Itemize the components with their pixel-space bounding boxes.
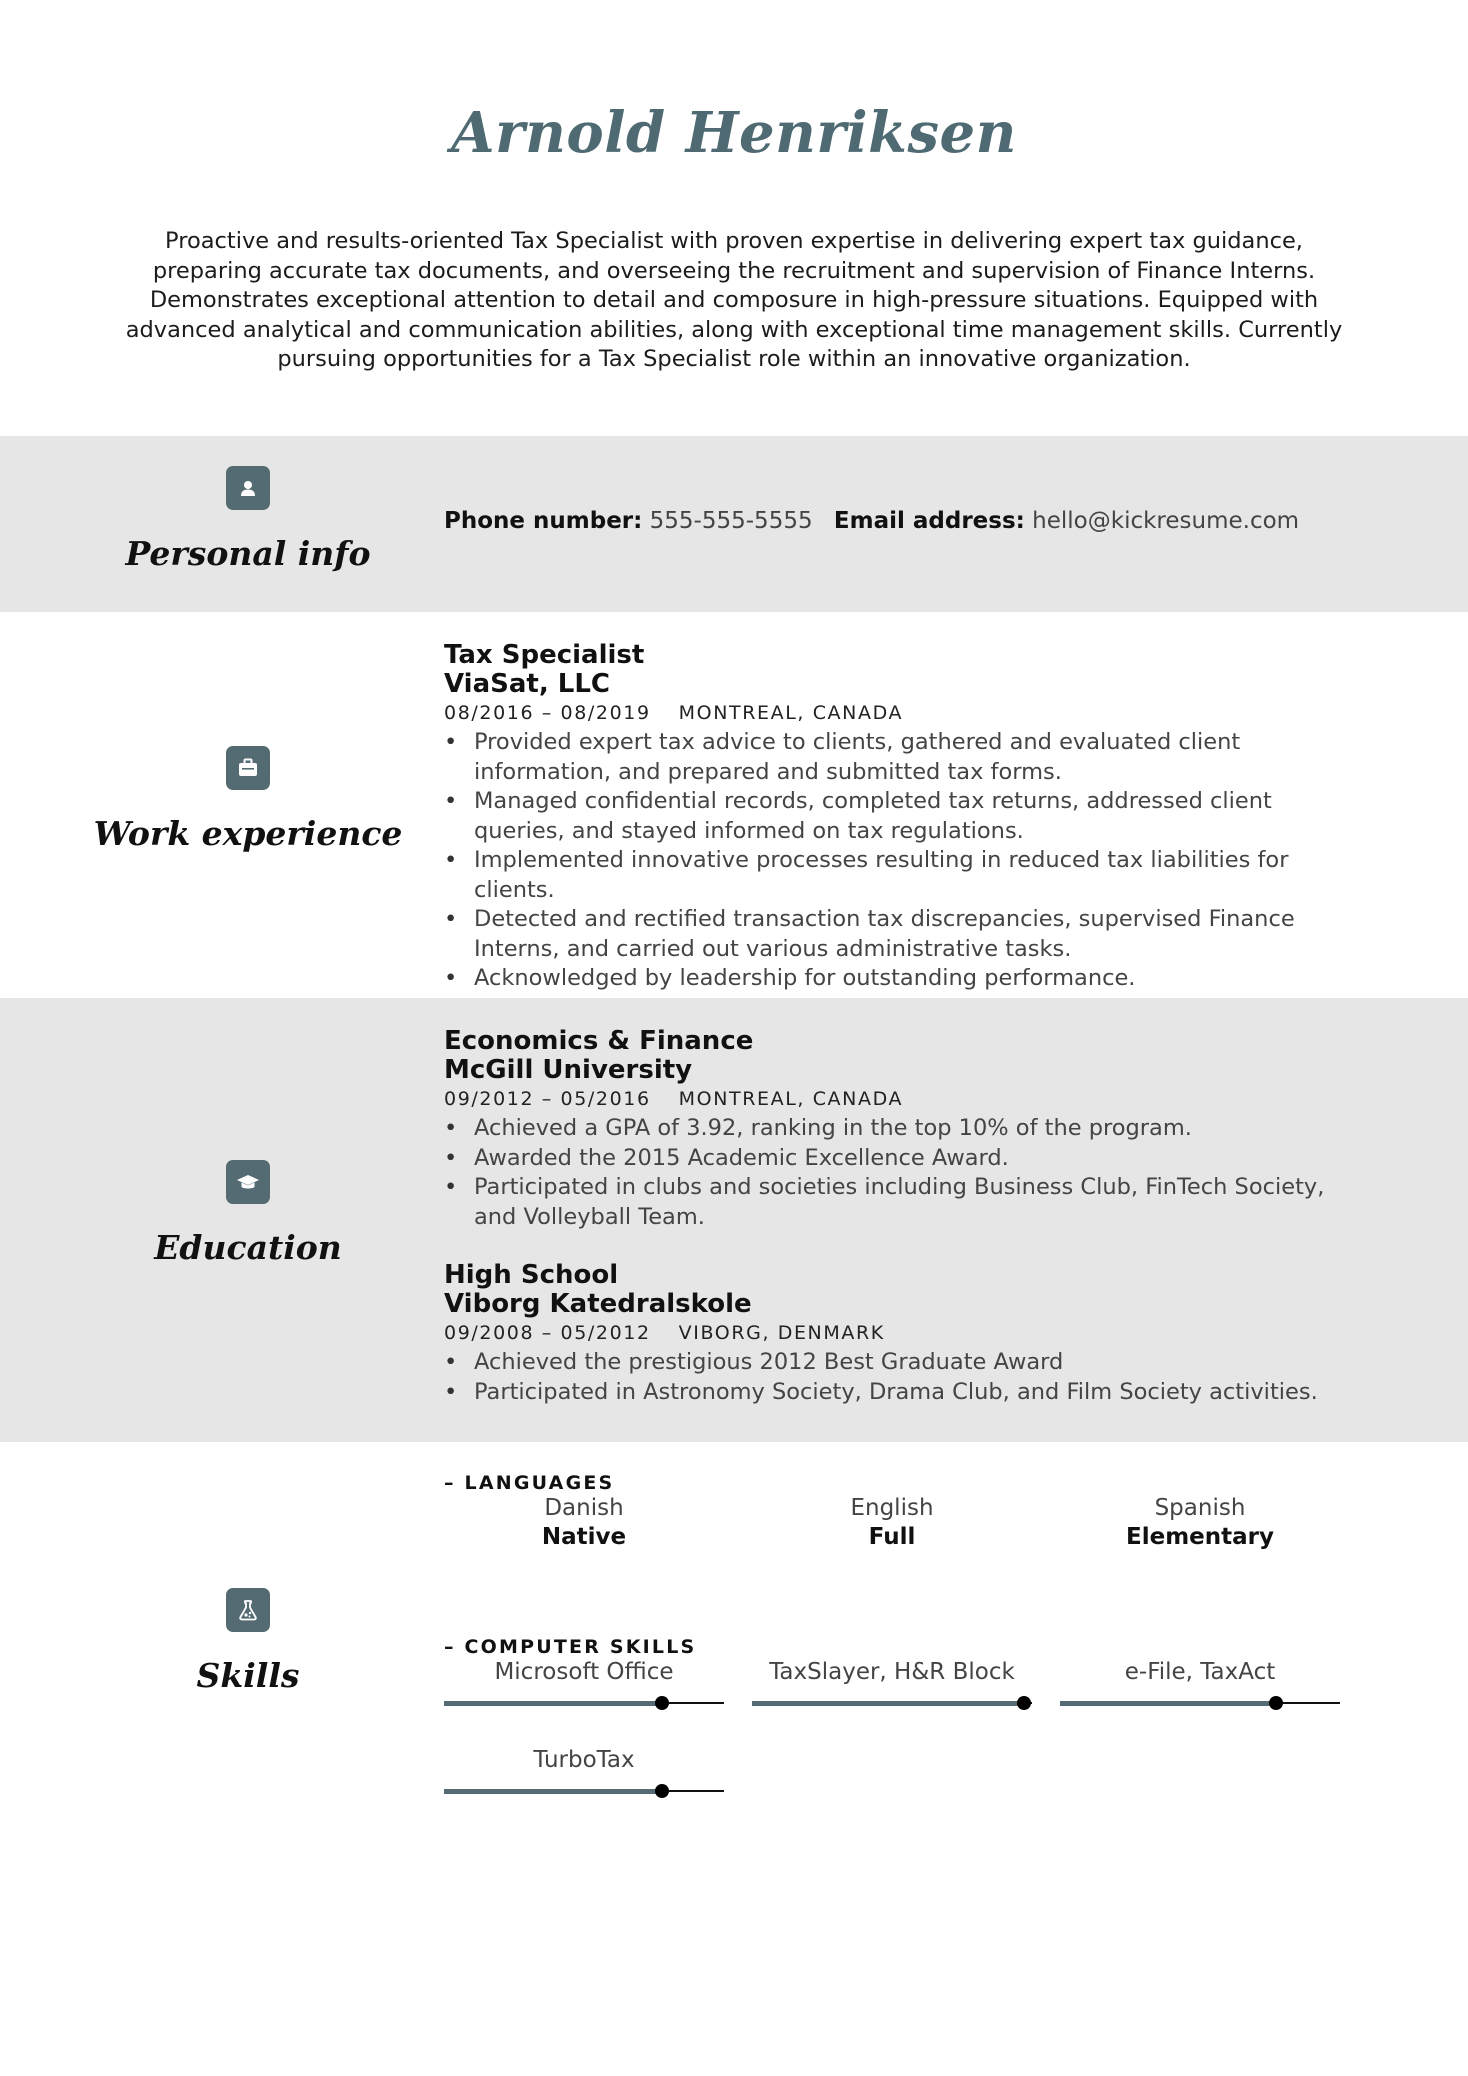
list-item: • Provided expert tax advice to clients, gathered and evaluated client information, and prepared and submitted tax forms. — [444, 728, 1364, 787]
list-item: • Acknowledged by leadership for outstanding performance. — [444, 964, 1364, 994]
language-item — [444, 1494, 724, 1552]
graduation-cap-icon — [226, 1160, 270, 1204]
language-level: Full — [868, 1524, 916, 1550]
skills-label — [0, 1588, 496, 1695]
section-title: Education — [154, 1228, 342, 1267]
skill-name: Microsoft Office — [494, 1659, 674, 1685]
computer-skills-grid — [444, 1658, 1364, 1858]
skill-level-handle — [1017, 1696, 1031, 1710]
email-value[interactable]: hello@kickresume.com — [1032, 508, 1300, 534]
degree-title: High School — [444, 1260, 619, 1290]
skill-level-bar — [752, 1695, 1032, 1711]
language-level: Native — [541, 1524, 627, 1550]
company-name: ViaSat, LLC — [444, 669, 610, 699]
bullet-list — [444, 728, 1364, 994]
section-title: Work experience — [93, 814, 403, 853]
phone-value[interactable]: 555-555-5555 — [649, 508, 813, 534]
work-experience-section — [0, 612, 1468, 998]
phone-label: Phone number: — [444, 508, 643, 534]
work-experience-label — [0, 746, 496, 853]
skill-item — [752, 1658, 1032, 1711]
personal-info-content — [444, 508, 1364, 534]
personal-info-section — [0, 436, 1468, 612]
email-label: Email address: — [833, 508, 1025, 534]
list-item: • Achieved the prestigious 2012 Best Graduate Award — [444, 1348, 1364, 1378]
skill-level-bar — [444, 1783, 724, 1799]
education-content — [444, 1027, 1364, 1407]
language-name: English — [850, 1495, 934, 1521]
briefcase-icon — [226, 746, 270, 790]
skill-name: TaxSlayer, H&R Block — [769, 1659, 1015, 1685]
skill-name: TurboTax — [533, 1747, 635, 1773]
education-label — [0, 1160, 496, 1267]
skill-level-handle — [1269, 1696, 1283, 1710]
school-name: McGill University — [444, 1055, 693, 1085]
entry-meta — [444, 1085, 1364, 1114]
list-item: • Implemented innovative processes resulting in reduced tax liabilities for clients. — [444, 846, 1364, 905]
bullet-list — [444, 1348, 1364, 1407]
entry-location: MONTREAL, CANADA — [678, 702, 904, 724]
language-level: Elementary — [1126, 1524, 1274, 1550]
section-title: Personal info — [125, 534, 371, 573]
entry-location: MONTREAL, CANADA — [678, 1088, 904, 1110]
entry-dates: 08/2016 – 08/2019 — [444, 702, 651, 724]
contact-line — [444, 508, 1364, 534]
skill-level-bar — [1060, 1695, 1340, 1711]
skill-name: e-File, TaxAct — [1124, 1659, 1276, 1685]
bullet-list — [444, 1114, 1364, 1232]
entry-location: VIBORG, DENMARK — [678, 1322, 885, 1344]
personal-info-label — [0, 466, 496, 573]
profile-summary: Proactive and results-oriented Tax Specialist with proven expertise in delivering expert tax guidance, preparing accurate tax documents, and overseeing the recruitment and supervision of Finance Interns. Demonstrates exceptional attention to detail and composure in high-pressure situations. Equipped with advanced analytical and communication abilities, along with exceptional time management skills. Currently pursuing opportunities for a Tax Specialist role within an innovative organization. — [125, 228, 1343, 372]
section-title: Skills — [196, 1656, 300, 1695]
list-item: • Detected and rectified transaction tax discrepancies, supervised Finance Interns, and carried out various administrative tasks. — [444, 905, 1364, 964]
candidate-name: Arnold Henriksen — [451, 100, 1017, 166]
list-item: • Participated in clubs and societies including Business Club, FinTech Society, and Volleyball Team. — [444, 1173, 1364, 1232]
skill-level-handle — [655, 1784, 669, 1798]
education-entry — [444, 1027, 1364, 1232]
language-name: Spanish — [1154, 1495, 1246, 1521]
skills-section — [0, 1442, 1468, 1822]
skills-content — [444, 1472, 1364, 1858]
school-name: Viborg Katedralskole — [444, 1289, 752, 1319]
work-experience-content — [444, 641, 1364, 994]
entry-dates: 09/2008 – 05/2012 — [444, 1322, 651, 1344]
skill-fill — [1060, 1701, 1276, 1706]
degree-title: Economics & Finance — [444, 1026, 754, 1056]
list-item: • Awarded the 2015 Academic Excellence Award. — [444, 1144, 1364, 1174]
languages-grid — [444, 1494, 1364, 1564]
entry-dates: 09/2012 – 05/2016 — [444, 1088, 651, 1110]
flask-icon — [226, 1588, 270, 1632]
job-title: Tax Specialist — [444, 640, 645, 670]
list-item: • Managed confidential records, completed tax returns, addressed client queries, and stayed informed on tax regulations. — [444, 787, 1364, 846]
list-item: • Participated in Astronomy Society, Drama Club, and Film Society activities. — [444, 1378, 1364, 1408]
language-name: Danish — [544, 1495, 624, 1521]
language-item — [752, 1494, 1032, 1552]
education-section — [0, 998, 1468, 1442]
skill-fill — [752, 1701, 1024, 1706]
work-entry — [444, 641, 1364, 994]
skill-fill — [444, 1789, 662, 1794]
languages-heading: – LANGUAGES — [444, 1472, 615, 1494]
skill-level-bar — [444, 1695, 724, 1711]
skill-item — [444, 1658, 724, 1711]
entry-meta — [444, 1319, 1364, 1348]
education-entry — [444, 1261, 1364, 1407]
language-item — [1060, 1494, 1340, 1552]
list-item: • Achieved a GPA of 3.92, ranking in the top 10% of the program. — [444, 1114, 1364, 1144]
entry-meta — [444, 699, 1364, 728]
skill-fill — [444, 1701, 662, 1706]
skill-item — [1060, 1658, 1340, 1711]
user-icon — [226, 466, 270, 510]
skill-item — [444, 1746, 724, 1799]
computer-skills-heading: – COMPUTER SKILLS — [444, 1636, 697, 1658]
skill-level-handle — [655, 1696, 669, 1710]
